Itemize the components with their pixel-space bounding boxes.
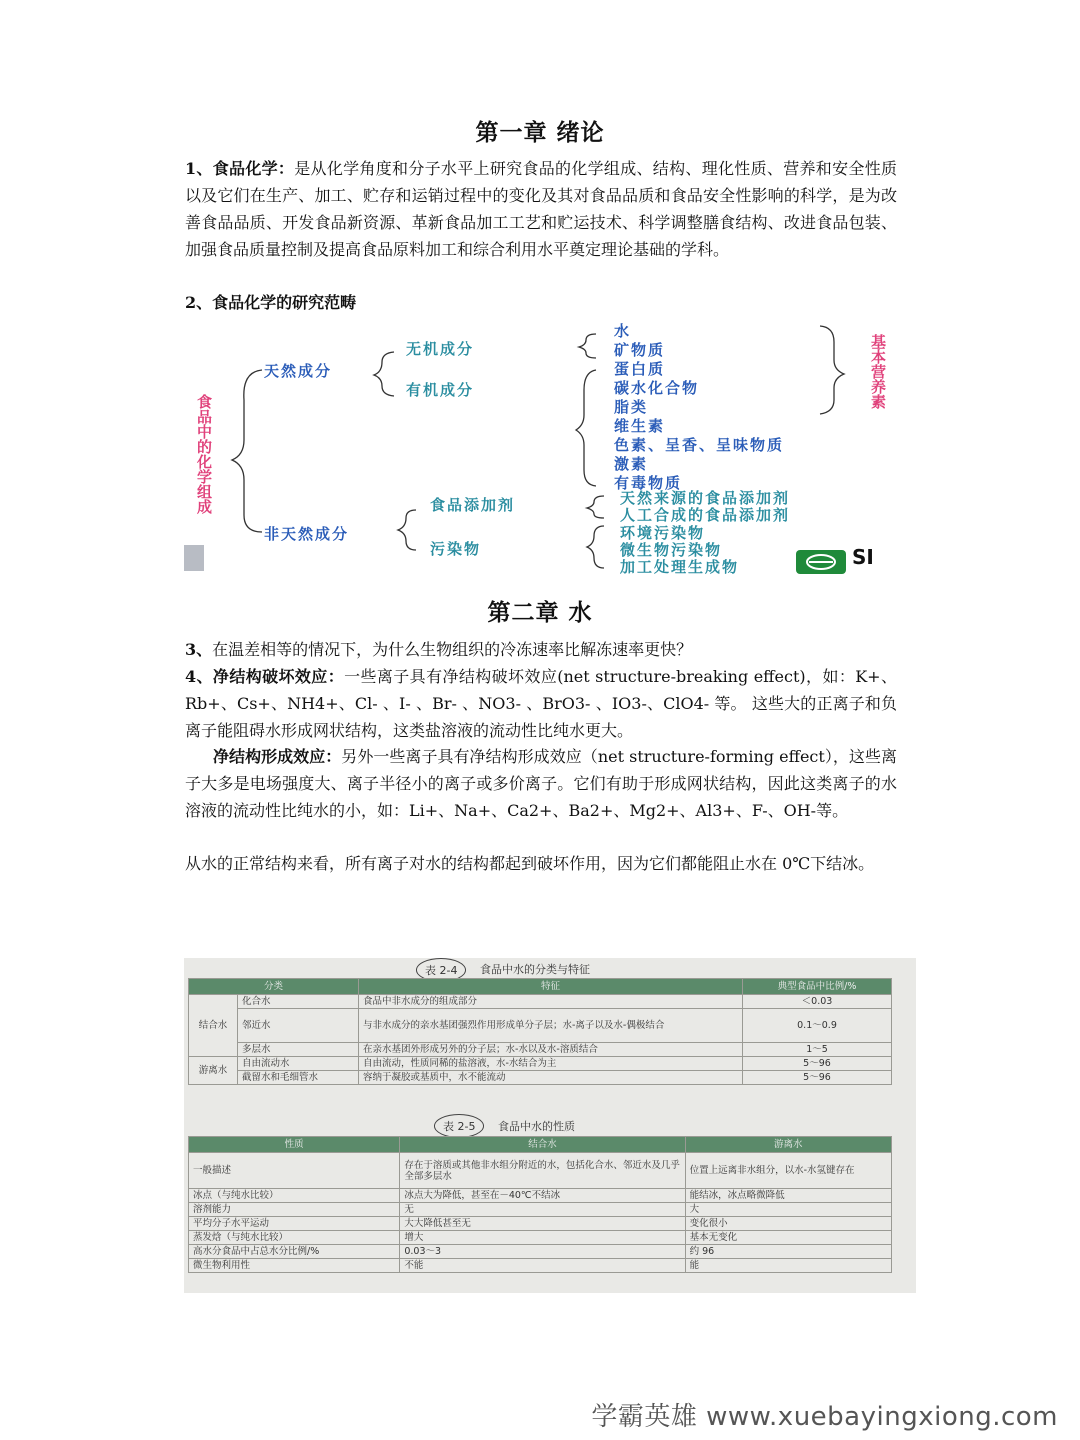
table25-bound: 增大: [400, 1231, 685, 1245]
process-pollutant-label: 加工处理生成物: [620, 558, 740, 576]
site-watermark: 学霸英雄 www.xuebayingxiong.com: [591, 1402, 1058, 1432]
structure-forming-text: 另外一些离子具有净结构形成效应（net structure-forming effect），这些离子大多是电场强度大、离子半径小的离子或多价离子。它们有助于形成网状结构，因此这类离子的水溶液的流动性比纯水的小，如：Li+、Na+、Ca2+、Ba2+、Mg2+、Al3+、F-、OH-等。: [185, 747, 897, 820]
table24-header: 特征: [359, 979, 743, 995]
env-pollutant-label: 环境污染物: [620, 524, 706, 542]
table25-bound: 冰点大为降低，甚至在－40℃不结冰: [400, 1189, 685, 1203]
table24-ratio: 1～5: [743, 1043, 892, 1057]
toxic-label: 有毒物质: [614, 474, 683, 492]
table25-prop: 溶剂能力: [189, 1203, 400, 1217]
scope-label: 2、食品化学的研究范畴: [185, 293, 357, 312]
table-row: [189, 1057, 892, 1071]
root-brace: [232, 370, 262, 532]
water-tables-image: [184, 958, 916, 1293]
inorganic-brace: [579, 334, 596, 358]
table24-feature: 食品中非水成分的组成部分: [359, 995, 743, 1009]
structure-forming-paragraph: [185, 743, 897, 824]
table-row: [189, 1203, 892, 1217]
table-row: [189, 1043, 892, 1057]
table-row: [189, 1009, 892, 1043]
table24-header: 典型食品中比例/%: [743, 979, 892, 995]
scope-heading: [185, 289, 897, 316]
water-label: 水: [614, 322, 632, 340]
table25-free: 变化很小: [685, 1217, 891, 1231]
definition-label: 1、食品化学：: [185, 159, 295, 178]
additive-brace: [587, 496, 604, 518]
nonnatural-label: 非天然成分: [264, 525, 350, 543]
table24: [188, 978, 892, 1085]
table24-type: 截留水和毛细管水: [238, 1071, 359, 1085]
artificial-additive-label: 人工合成的食品添加剂: [620, 506, 791, 524]
table25-free: 能: [685, 1259, 891, 1273]
table25-prop: 一般描述: [189, 1153, 400, 1189]
question3-text: 在温差相等的情况下，为什么生物组织的冷冻速率比解冻速率更快？: [212, 640, 693, 659]
table24-caption: 食品中水的分类与特征: [480, 963, 590, 976]
composition-diagram: [184, 320, 898, 576]
table25-free: 大: [685, 1203, 891, 1217]
table25-prop: 蒸发焓（与纯水比较）: [189, 1231, 400, 1245]
definition-text: 是从化学角度和分子水平上研究食品的化学组成、结构、理化性质、营养和安全性质以及它们在生产、加工、贮存和运销过程中的变化及其对食品品质和食品安全性影响的科学，是为改善食品品质、开发食品新资源、革新食品加工工艺和贮运技术、科学调整膳食结构、改进食品包装、加强食品质量控制及提高食品原料加工和综合利用水平奠定理论基础的学科。: [185, 159, 897, 259]
inorganic-label: 无机成分: [406, 340, 475, 358]
table25-prop: 冰点（与纯水比较）: [189, 1189, 400, 1203]
image-scroll-handle[interactable]: [184, 545, 204, 571]
table24-header-row: [189, 979, 892, 995]
natural-label: 天然成分: [264, 362, 333, 380]
table24-feature: 与非水成分的亲水基团强烈作用形成单分子层；水-离子以及水-偶极结合: [359, 1009, 743, 1043]
table24-ratio: 5～96: [743, 1057, 892, 1071]
table25-header: 游离水: [685, 1137, 891, 1153]
table24-feature: 自由流动，性质同稀的盐溶液，水-水结合为主: [359, 1057, 743, 1071]
pollutant-brace: [587, 526, 604, 568]
ion-note-text: 从水的正常结构来看，所有离子对水的结构都起到破坏作用，因为它们都能阻止水在 0℃下结冰。: [185, 854, 875, 873]
table-row: [189, 1189, 892, 1203]
table24-ratio: ＜0.03: [743, 995, 892, 1009]
nutrient-brace: [820, 326, 844, 414]
table24-group: 结合水: [189, 995, 238, 1057]
definition-paragraph: [185, 155, 897, 263]
table24-type: 化合水: [238, 995, 359, 1009]
table25-header-row: [189, 1137, 892, 1153]
table-row: [189, 1259, 892, 1273]
table24-feature: 在亲水基团外形成另外的分子层；水-水以及水-溶质结合: [359, 1043, 743, 1057]
table25-header: 结合水: [400, 1137, 685, 1153]
table-row: [189, 1071, 892, 1085]
table25-bound: 0.03～3: [400, 1245, 685, 1259]
table25-header: 性质: [189, 1137, 400, 1153]
root-label: 食品中的化学组成: [195, 394, 213, 514]
structure-breaking-text: 一些离子具有净结构破坏效应(net structure-breaking effect)，如：K+、Rb+、Cs+、NH4+、Cl- 、I- 、Br- 、NO3- 、BrO3- 、IO3-、ClO4- 等。 这些大的正离子和负离子能阻碍水形成网状结构，这类盐溶液的流动性比纯水更大。: [185, 667, 897, 740]
additive-label: 食品添加剂: [430, 496, 516, 514]
watermark-logo-text: SI: [852, 545, 874, 569]
chapter2-title: 第二章 水: [487, 599, 593, 626]
table24-ratio: 5～96: [743, 1071, 892, 1085]
table25-number: 表 2-5: [434, 1114, 484, 1138]
table24-header: 分类: [189, 979, 359, 995]
vitamin-label: 维生素: [614, 417, 666, 435]
table24-group: 游离水: [189, 1057, 238, 1085]
hormone-label: 激素: [614, 455, 649, 473]
table24-feature: 容纳于凝胶或基质中，水不能流动: [359, 1071, 743, 1085]
table25-prop: 平均分子水平运动: [189, 1217, 400, 1231]
chapter1-title: 第一章 绪论: [475, 119, 605, 146]
table25-bound: 不能: [400, 1259, 685, 1273]
table-row: [189, 1217, 892, 1231]
table24-ratio: 0.1～0.9: [743, 1009, 892, 1043]
table25-free: 能结冰，冰点略微降低: [685, 1189, 891, 1203]
table24-number: 表 2-4: [416, 958, 466, 982]
table24-type: 邻近水: [238, 1009, 359, 1043]
table25-prop: 高水分食品中占总水分比例/%: [189, 1245, 400, 1259]
table25-bound: 大大降低甚至无: [400, 1217, 685, 1231]
nonnatural-brace: [398, 510, 416, 550]
micro-pollutant-label: 微生物污染物: [620, 541, 723, 559]
table-row: [189, 995, 892, 1009]
table25-free: 基本无变化: [685, 1231, 891, 1245]
natural-additive-label: 天然来源的食品添加剂: [620, 489, 791, 507]
carb-label: 碳水化合物: [614, 379, 700, 397]
table25-prop: 微生物利用性: [189, 1259, 400, 1273]
table25-caption: 食品中水的性质: [498, 1120, 575, 1133]
ion-note-paragraph: [185, 850, 897, 877]
table24-type: 自由流动水: [238, 1057, 359, 1071]
structure-breaking-paragraph: [185, 663, 897, 744]
organic-label: 有机成分: [406, 381, 475, 399]
pollutant-label: 污染物: [430, 540, 482, 558]
table25-free: 位置上远离非水组分，以水-水氢键存在: [685, 1153, 891, 1189]
mineral-label: 矿物质: [614, 341, 666, 359]
nutrient-label: 基本营养素: [869, 334, 887, 409]
question3: [185, 636, 897, 663]
natural-brace: [374, 352, 394, 396]
table25-bound: 无: [400, 1203, 685, 1217]
organic-brace: [576, 370, 596, 486]
table-row: [189, 1245, 892, 1259]
watermark-logo-icon: [796, 550, 846, 574]
pigment-label: 色素、呈香、呈味物质: [614, 436, 785, 454]
table25-free: 约 96: [685, 1245, 891, 1259]
protein-label: 蛋白质: [614, 360, 666, 378]
table25-bound: 存在于溶质或其他非水组分附近的水，包括化合水、邻近水及几乎全部多层水: [400, 1153, 685, 1189]
table-row: [189, 1231, 892, 1245]
structure-breaking-label: 4、净结构破坏效应：: [185, 667, 345, 686]
question3-label: 3、: [185, 640, 213, 659]
table24-type: 多层水: [238, 1043, 359, 1057]
lipid-label: 脂类: [614, 398, 649, 416]
table-row: [189, 1153, 892, 1189]
structure-forming-label: 净结构形成效应：: [213, 747, 342, 766]
table25: [188, 1136, 892, 1273]
